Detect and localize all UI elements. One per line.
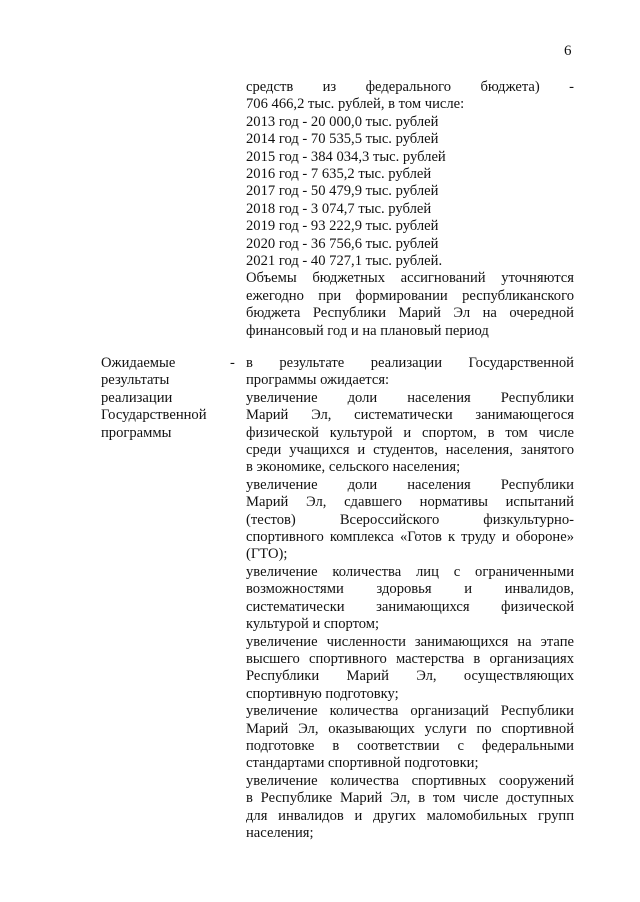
result-line: высшего спортивного мастерства в организациях: [246, 650, 574, 667]
result-line: Марий Эл, оказывающих услуги по спортивной: [246, 720, 574, 737]
result-line: увеличение численности занимающихся на этапе: [246, 633, 574, 650]
result-line: подготовке в соответствии с федеральными: [246, 737, 574, 754]
result-line: увеличение доли населения Республики: [246, 389, 574, 406]
funding-line: бюджета Республики Марий Эл на очередной: [246, 305, 574, 322]
result-line: Республики Марий Эл, осуществляющих: [246, 668, 574, 685]
result-line: Марий Эл, систематически занимающегося: [246, 407, 574, 424]
result-line: культурой и спортом;: [246, 616, 380, 633]
label-line: программы: [101, 424, 172, 441]
result-line: в экономике, сельского населения;: [246, 459, 461, 476]
funding-line: 2017 год - 50 479,9 тыс. рублей: [246, 183, 439, 200]
result-line: возможностями здоровья и инвалидов,: [246, 581, 574, 598]
funding-line: 2021 год - 40 727,1 тыс. рублей.: [246, 253, 443, 270]
result-line: в результате реализации Государственной: [246, 355, 574, 371]
expected-results-label: [101, 355, 229, 442]
result-line: спортивную подготовку;: [246, 685, 399, 702]
label-line: Государственной: [101, 407, 207, 424]
funding-line: 2018 год - 3 074,7 тыс. рублей: [246, 200, 432, 217]
result-line: увеличение количества лиц с ограниченными: [246, 563, 574, 580]
result-line: спортивного комплекса «Готов к труду и обороне»: [246, 529, 574, 546]
funding-line: 2020 год - 36 756,6 тыс. рублей: [246, 235, 439, 252]
result-line: увеличение количества спортивных сооружений: [246, 772, 574, 789]
result-line: среди учащихся и студентов, населения, занятого: [246, 442, 574, 459]
result-line: увеличение количества организаций Республики: [246, 703, 574, 720]
funding-line: 2013 год - 20 000,0 тыс. рублей: [246, 113, 439, 130]
funding-line: 2019 год - 93 222,9 тыс. рублей: [246, 218, 439, 235]
label-line: Ожидаемые: [101, 355, 176, 371]
funding-line: ежегодно при формировании республиканского: [246, 287, 574, 304]
result-line: стандартами спортивной подготовки;: [246, 755, 479, 772]
result-line: в Республике Марий Эл, в том числе доступных: [246, 790, 574, 807]
label-line: результаты: [101, 372, 170, 389]
funding-text-block: [246, 79, 574, 340]
funding-line: средств из федерального бюджета) -: [246, 79, 574, 95]
funding-line: 2016 год - 7 635,2 тыс. рублей: [246, 166, 432, 183]
result-line: систематически занимающихся физической: [246, 598, 574, 615]
funding-line: 2014 год - 70 535,5 тыс. рублей: [246, 131, 439, 148]
result-line: (ГТО);: [246, 546, 288, 563]
result-line: увеличение доли населения Республики: [246, 476, 574, 493]
funding-line: 2015 год - 384 034,3 тыс. рублей: [246, 148, 446, 165]
result-line: Марий Эл, сдавшего нормативы испытаний: [246, 494, 574, 511]
funding-line: финансовый год и на плановый период: [246, 322, 489, 339]
funding-line: Объемы бюджетных ассигнований уточняются: [246, 270, 574, 287]
label-line: реализации: [101, 389, 173, 406]
result-line: (тестов) Всероссийского физкультурно-: [246, 511, 574, 528]
result-line: программы ожидается:: [246, 372, 390, 389]
page-number: 6: [564, 43, 572, 59]
label-dash: -: [230, 355, 235, 371]
funding-line: 706 466,2 тыс. рублей, в том числе:: [246, 96, 465, 113]
expected-results-text-block: [246, 355, 574, 842]
result-line: населения;: [246, 824, 314, 841]
result-line: физической культурой и спортом, в том числе: [246, 424, 574, 441]
result-line: для инвалидов и других маломобильных групп: [246, 807, 574, 824]
